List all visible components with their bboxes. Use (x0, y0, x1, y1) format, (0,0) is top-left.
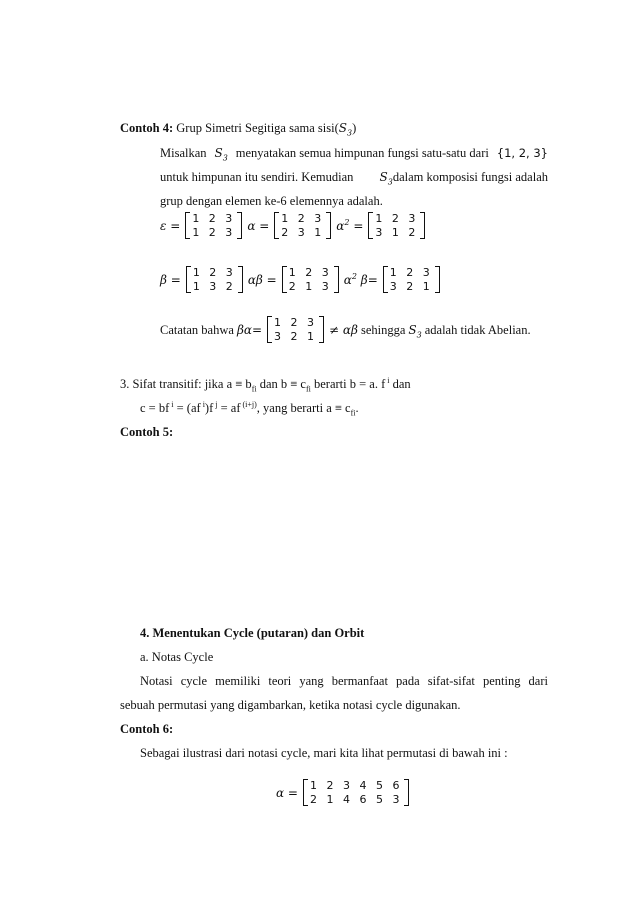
note-text-c: adalah tidak Abelian. (424, 322, 531, 337)
matrix-bottom-row: 2 3 1 (281, 225, 325, 239)
alpha-beta-label: αβ = (247, 272, 277, 287)
example4-title-subscript: 3 (346, 128, 353, 138)
example4-title-symbol: S (338, 121, 347, 135)
example4-line1-subscript: 3 (222, 153, 228, 163)
alpha-squared-beta-label: $\alpha^2$ β= (343, 271, 378, 287)
section4-paragraph-line2: sebuah permutasi yang digambarkan, ketika notasi cycle digunakan. (120, 698, 461, 712)
note-not-equal: ≠ αβ (329, 322, 358, 337)
example4-line1-a: Misalkan (160, 146, 207, 160)
example6-heading: Contoh 6: (120, 722, 174, 736)
alpha-label: α = (247, 218, 270, 233)
example6-equation (276, 779, 411, 806)
example4-line1 (160, 145, 548, 161)
matrix-top-row: 1 2 3 4 5 6 (309, 779, 403, 792)
transitive-line1: 3. Sifat transitif: jika $a \equiv b_{fi}$ dan $b \equiv c_{fi}$ berarti b = a. f $^i$ dan (120, 375, 411, 394)
matrix-bottom-row: 3 2 1 (389, 279, 433, 293)
section4-subheading: a. Notas Cycle (140, 650, 214, 664)
matrix-row-1 (160, 212, 427, 239)
example4-line2-subscript: 3 (387, 177, 393, 187)
transitive-line2: c = bf $^i$ = (af $^i$)f $^j$ = af $^{(i+j)}$, yang berarti $a \equiv c_{fi}$. (140, 399, 359, 418)
note-line (160, 316, 531, 343)
example4-line2-a: untuk himpunan itu sendiri. Kemudian (160, 170, 354, 184)
matrix-bottom-row: 2 1 4 6 5 3 (309, 792, 403, 806)
example4-line1-set: {1, 2, 3} (496, 146, 548, 160)
example5-heading: Contoh 5: (120, 425, 174, 439)
example4-line1-symbol: S (214, 146, 223, 160)
epsilon-matrix (185, 212, 242, 239)
matrix-top-row: 1 2 3 (274, 316, 318, 329)
example4-line1-b: menyatakan semua himpunan fungsi satu-satu dari (235, 146, 489, 160)
matrix-bottom-row: 3 2 1 (274, 329, 318, 343)
note-text-b: sehingga (360, 322, 406, 337)
matrix-top-row: 1 2 3 (281, 212, 325, 225)
matrix-bottom-row: 3 1 2 (375, 225, 419, 239)
example6-matrix (303, 779, 409, 806)
example6-alpha-label: α = (276, 785, 298, 800)
matrix-top-row: 1 2 3 (192, 266, 236, 279)
matrix-top-row: 1 2 3 (389, 266, 433, 279)
example4-title-close: ) (352, 121, 357, 135)
matrix-bottom-row: 1 3 2 (192, 279, 236, 293)
note-subscript: 3 (416, 330, 422, 339)
section4-heading: 4. Menentukan Cycle (putaran) dan Orbit (140, 626, 365, 640)
alpha-squared-label: $\alpha^2$ = (336, 217, 364, 233)
beta-matrix (186, 266, 243, 293)
epsilon-label: ε = (160, 218, 181, 233)
matrix-bottom-row: 2 1 3 (288, 279, 332, 293)
note-text-a: Catatan bahwa (160, 322, 234, 337)
alpha-matrix (274, 212, 331, 239)
beta-label: β = (160, 272, 181, 287)
example4-heading: Contoh 4: (120, 121, 174, 135)
example4-line2-b: dalam komposisi fungsi adalah (392, 170, 548, 184)
alpha-squared-beta-matrix (383, 266, 440, 293)
example4-line2-symbol: S (379, 170, 388, 184)
alpha-squared-matrix (368, 212, 425, 239)
example4-title-text: Grup Simetri Segitiga sama sisi( (176, 121, 339, 135)
example4-title-line (120, 120, 356, 136)
matrix-top-row: 1 2 3 (288, 266, 332, 279)
example4-line3: grup dengan elemen ke-6 elemennya adalah. (160, 194, 383, 208)
note-matrix (267, 316, 324, 343)
matrix-top-row: 1 2 3 (375, 212, 419, 225)
example6-intro: Sebagai ilustrasi dari notasi cycle, mari kita lihat permutasi di bawah ini : (140, 746, 508, 760)
matrix-bottom-row: 1 2 3 (192, 225, 236, 239)
matrix-top-row: 1 2 3 (192, 212, 236, 225)
alpha-beta-matrix (282, 266, 339, 293)
note-beta-alpha: βα= (236, 322, 263, 337)
matrix-row-2 (160, 266, 442, 293)
section4-paragraph-line1: Notasi cycle memiliki teori yang bermanfaat pada sifat-sifat penting dari (140, 674, 548, 688)
example4-line2 (160, 169, 548, 185)
note-symbol: S (408, 322, 417, 337)
